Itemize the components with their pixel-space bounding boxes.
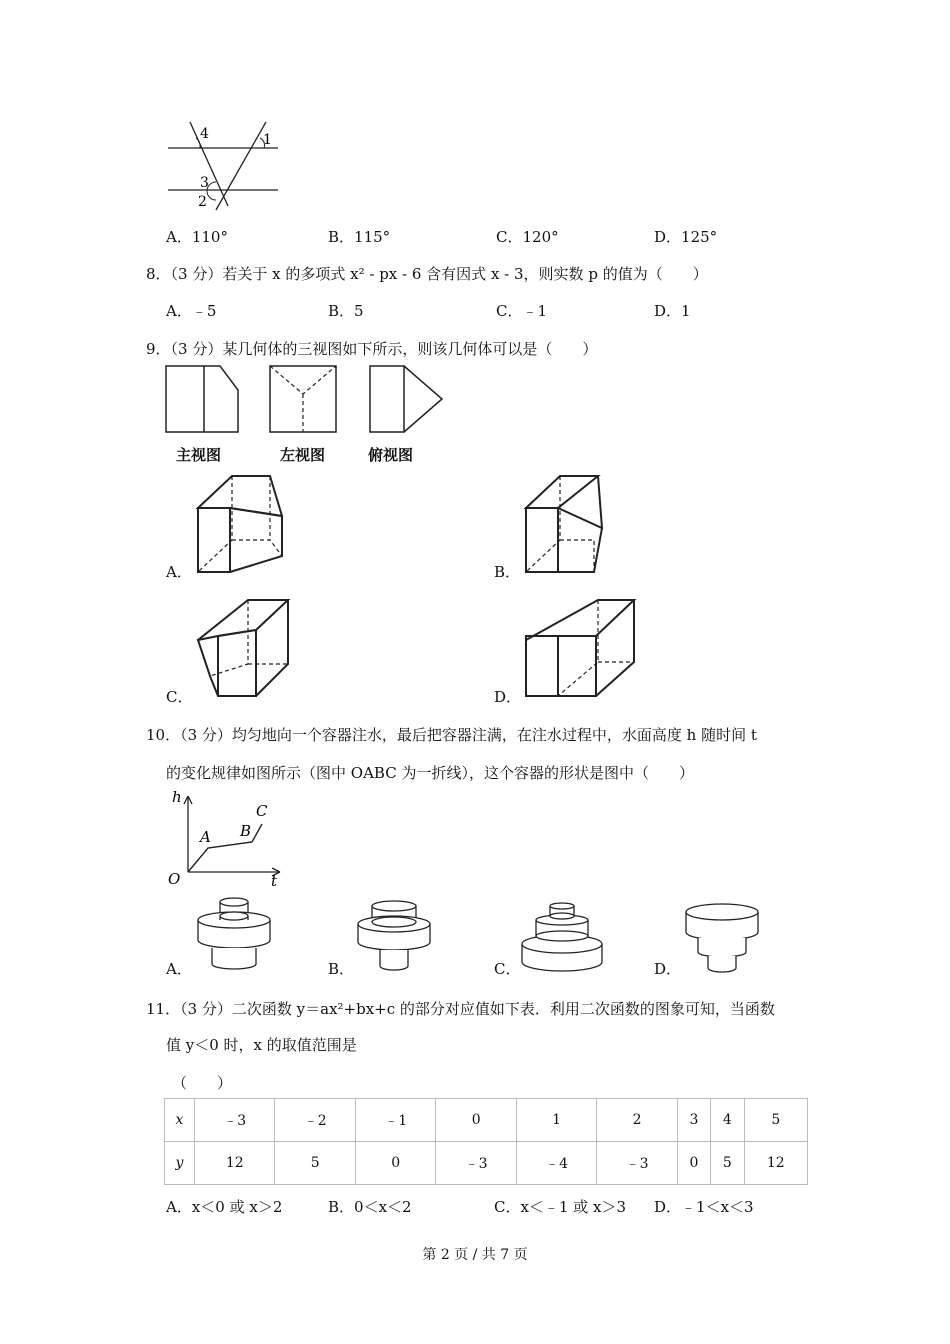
q9-option-d[interactable]: D． <box>494 688 522 706</box>
table-cell: ﹣4 <box>516 1142 596 1185</box>
q10-container-a <box>194 894 278 974</box>
table-cell: 2 <box>597 1099 677 1142</box>
table-cell: 0 <box>355 1142 435 1185</box>
table-cell: 5 <box>744 1099 807 1142</box>
q10-container-d <box>682 900 766 976</box>
q10-label-h: h <box>172 788 182 806</box>
table-cell: 3 <box>677 1099 710 1142</box>
page-footer: 第 2 页 / 共 7 页 <box>422 1247 528 1263</box>
q10-label-a: A <box>200 828 211 846</box>
table-cell: 12 <box>744 1142 807 1185</box>
q9-view-label-left: 左视图 <box>280 446 326 464</box>
q8-text: 8．（3 分）若关于 x 的多项式 x² - px - 6 含有因式 x - 3，则实数 p 的值为（ ） <box>146 265 708 283</box>
q9-solid-d <box>518 596 638 702</box>
q7-option-c[interactable]: C．120° <box>496 228 559 246</box>
q10-label-t: t <box>271 872 278 890</box>
table-cell: 0 <box>436 1099 516 1142</box>
q9-option-c[interactable]: C． <box>166 688 193 706</box>
q8-option-d[interactable]: D．1 <box>654 302 691 320</box>
q11-line3: （ ） <box>172 1074 233 1092</box>
table-cell: 0 <box>677 1142 710 1185</box>
q9-solid-b <box>518 472 618 578</box>
q10-option-c[interactable]: C． <box>494 960 521 978</box>
q10-container-b <box>354 900 438 976</box>
q9-view-label-front: 主视图 <box>176 446 222 464</box>
q9-solid-c <box>190 596 300 702</box>
table-cell: 1 <box>516 1099 596 1142</box>
q10-label-c: C <box>256 802 268 820</box>
q9-option-a[interactable]: A． <box>166 563 192 581</box>
table-cell: ﹣3 <box>195 1099 275 1142</box>
q10-label-o: O <box>168 870 181 888</box>
q11-option-d[interactable]: D．﹣1＜x＜3 <box>654 1198 754 1216</box>
q11-line1: 11．（3 分）二次函数 y＝ax²+bx+c 的部分对应值如下表．利用二次函数的图象可知，当函数 <box>146 1000 775 1018</box>
table-row-x <box>165 1099 808 1142</box>
q8-option-b[interactable]: B．5 <box>328 302 364 320</box>
q10-option-d[interactable]: D． <box>654 960 682 978</box>
q8-option-a[interactable]: A．﹣5 <box>166 302 217 320</box>
table-cell: y <box>165 1142 195 1185</box>
q10-option-b[interactable]: B． <box>328 960 355 978</box>
table-cell: ﹣2 <box>275 1099 355 1142</box>
q10-line2: 的变化规律如图所示（图中 OABC 为一折线），这个容器的形状是图中（ ） <box>166 764 694 782</box>
q7-label-4: 4 <box>200 126 209 142</box>
q9-text: 9．（3 分）某几何体的三视图如下所示，则该几何体可以是（ ） <box>146 340 598 358</box>
q9-solid-a <box>190 472 290 578</box>
table-cell: ﹣3 <box>597 1142 677 1185</box>
q7-option-b[interactable]: B．115° <box>328 228 391 246</box>
q10-option-a[interactable]: A． <box>166 960 192 978</box>
q11-line2: 值 y＜0 时，x 的取值范围是 <box>166 1036 357 1054</box>
q9-option-b[interactable]: B． <box>494 563 521 581</box>
table-cell: ﹣3 <box>436 1142 516 1185</box>
q11-option-a[interactable]: A．x＜0 或 x＞2 <box>166 1198 283 1216</box>
q10-graph <box>164 786 284 890</box>
q11-value-table <box>164 1098 808 1185</box>
q7-option-a[interactable]: A．110° <box>166 228 228 246</box>
q7-label-2: 2 <box>198 194 207 210</box>
table-cell: 5 <box>711 1142 744 1185</box>
q10-label-b: B <box>240 822 252 840</box>
table-cell: ﹣1 <box>355 1099 435 1142</box>
table-row-y <box>165 1142 808 1185</box>
q7-option-d[interactable]: D．125° <box>654 228 718 246</box>
table-cell: 12 <box>195 1142 275 1185</box>
q7-label-3: 3 <box>200 175 209 191</box>
q10-line1: 10．（3 分）均匀地向一个容器注水，最后把容器注满，在注水过程中，水面高度 h 随时间 t <box>146 726 757 744</box>
q11-option-b[interactable]: B．0＜x＜2 <box>328 1198 412 1216</box>
q7-angle-figure <box>160 118 290 214</box>
q9-three-views <box>160 360 460 440</box>
q9-view-label-top: 俯视图 <box>368 446 414 464</box>
table-cell: 4 <box>711 1099 744 1142</box>
q7-label-1: 1 <box>263 132 272 148</box>
q11-option-c[interactable]: C．x＜﹣1 或 x＞3 <box>494 1198 627 1216</box>
q10-container-c <box>518 898 606 978</box>
table-cell: 5 <box>275 1142 355 1185</box>
q8-option-c[interactable]: C．﹣1 <box>496 302 548 320</box>
table-cell: x <box>165 1099 195 1142</box>
